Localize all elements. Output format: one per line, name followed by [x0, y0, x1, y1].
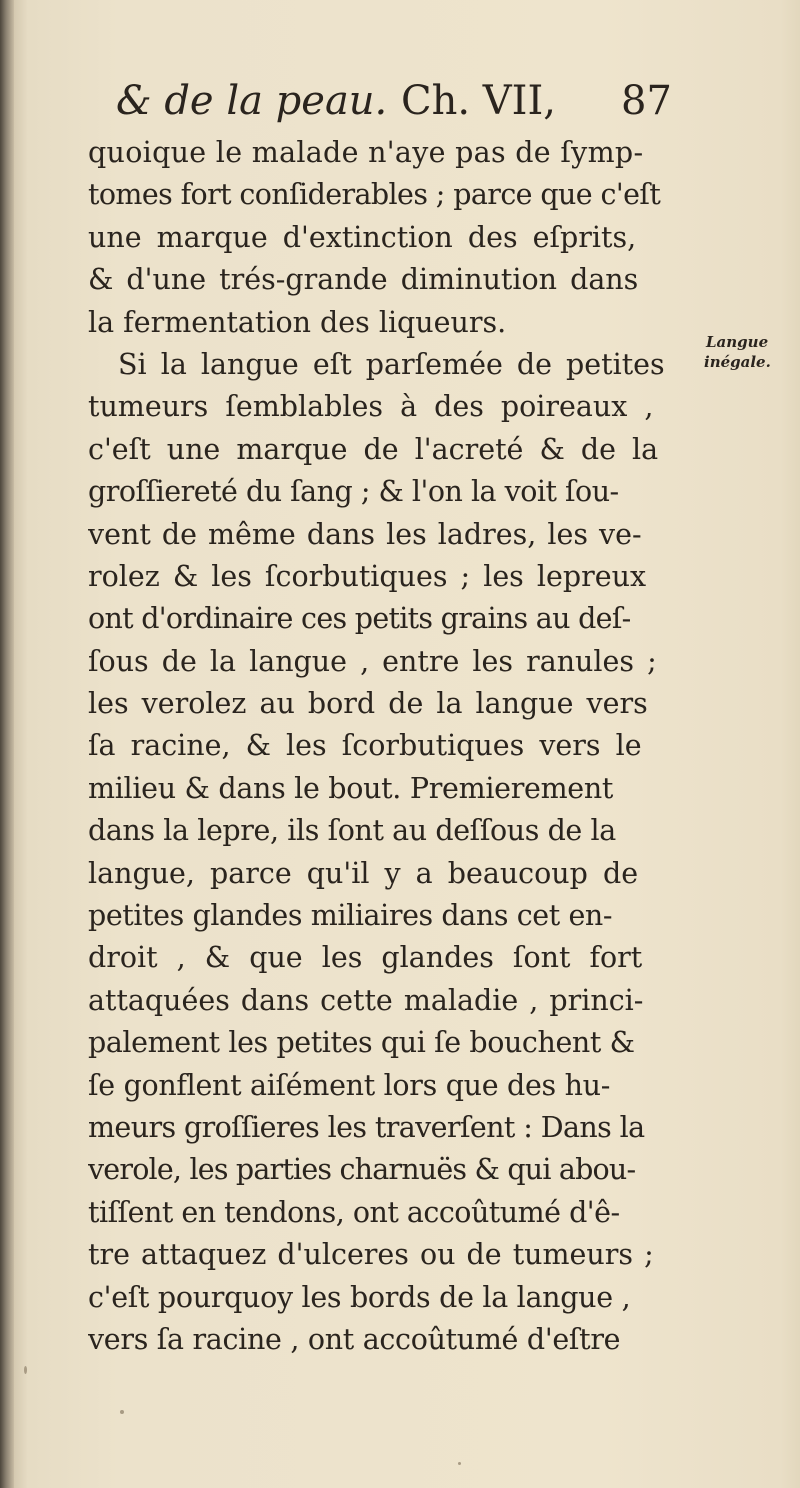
text-line: tumeurs ſemblables à des poireaux ,: [88, 390, 654, 424]
text-line: rolez & les ſcorbutiques ; les lepreux: [88, 559, 647, 593]
text-line: petites glandes miliaires dans cet en-: [88, 899, 613, 933]
header-chapter: Ch. VII,: [401, 78, 556, 124]
text-line: droit , & que les glandes ſont fort: [88, 941, 643, 975]
text-line: c'eſt pourquoy les bords de la langue ,: [88, 1280, 631, 1314]
text-line: verole, les parties charnuës & qui abou-: [88, 1153, 636, 1187]
text-line: langue, parce qu'il y a beaucoup de: [88, 856, 639, 890]
text-line: les verolez au bord de la langue vers: [88, 687, 648, 721]
marginal-note-line: inégale.: [704, 353, 771, 371]
text-line: tomes fort conſiderables ; parce que c'eſt: [88, 178, 661, 212]
text-line: Si la langue eſt parſemée de petites: [118, 347, 665, 381]
running-header: [116, 68, 696, 134]
text-line: quoique le malade n'aye pas de ſymp-: [88, 136, 644, 169]
text-line: tre attaquez d'ulceres ou de tumeurs ;: [88, 1238, 654, 1272]
text-line: ſa racine, & les ſcorbutiques vers le: [88, 729, 642, 763]
text-line: ſous de la langue , entre les ranules ;: [88, 644, 657, 678]
paper-speck: [120, 1410, 124, 1414]
text-line: tiſſent en tendons, ont accoûtumé d'ê-: [88, 1195, 620, 1229]
text-line: ſe gonflent aiſément lors que des hu-: [88, 1068, 611, 1102]
text-line: palement les petites qui ſe bouchent &: [88, 1026, 635, 1060]
text-line: vent de même dans les ladres, les ve-: [88, 517, 642, 551]
header-section-title: & de la peau.: [116, 78, 388, 124]
text-line: groſſiereté du ſang ; & l'on la voit ſou-: [88, 475, 619, 509]
text-line: une marque d'extinction des eſprits,: [88, 220, 637, 254]
text-line: vers ſa racine , ont accoûtumé d'eſtre: [88, 1322, 621, 1356]
paper-speck: [458, 1462, 461, 1465]
text-line: milieu & dans le bout. Premierement: [88, 771, 614, 805]
text-line: attaquées dans cette maladie , princi-: [88, 983, 644, 1017]
text-line: meurs groſſieres les traverſent : Dans la: [88, 1110, 645, 1144]
marginal-note: [706, 332, 798, 372]
paper-speck: [24, 1366, 27, 1374]
page-gutter-shadow: [0, 0, 14, 1488]
marginal-note-line: Langue: [706, 333, 769, 351]
page-number: 87: [621, 78, 672, 124]
text-line: c'eſt une marque de l'acreté & de la: [88, 432, 659, 466]
body-text: [88, 132, 688, 1361]
text-line: ont d'ordinaire ces petits grains au deſ-: [88, 602, 631, 636]
text-line: dans la lepre, ils ſont au deſſous de la: [88, 814, 616, 848]
text-line: la fermentation des liqueurs.: [88, 305, 507, 339]
text-line: & d'une trés-grande diminution dans: [88, 263, 639, 297]
